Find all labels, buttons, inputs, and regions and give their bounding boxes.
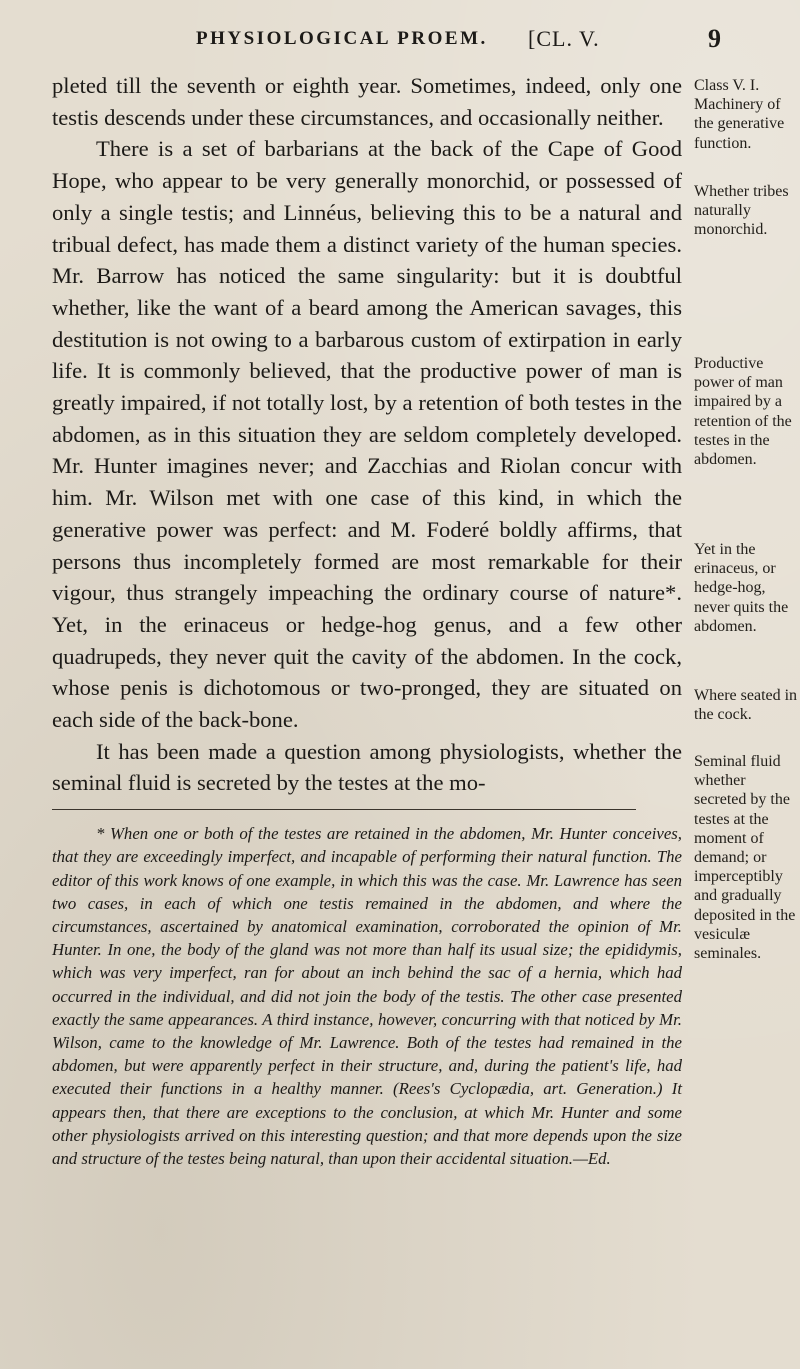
sidenote-cock: Where seated in the cock. <box>694 687 798 724</box>
sidenote-monorchid: Whether tribes naturally monorchid. <box>694 183 789 239</box>
paragraph-continued: pleted till the seventh or eighth year. Sometimes, indeed, only one testis descends under these circumstances, and occasionally neither. <box>52 73 682 130</box>
page-number: 9 <box>708 24 721 53</box>
sidenote-seminal-fluid: Seminal fluid whether secreted by the testes at the moment of demand; or imperceptibly and gradually deposited in the vesiculæ seminales. <box>694 753 796 963</box>
footnote: * When one or both of the testes are retained in the abdomen, Mr. Hunter conceives, that they are exceedingly imperfect, and incapable of performing their natural function. The editor of this work knows of one example, in which this was the case. Mr. Lawrence has seen two cases, in each of which one testis remained in the abdomen, and where the circumstances, ascertained by anatomical examination, corroborated the opinion of Mr. Hunter. In one, the body of the gland was not more than half its usual size; the epididymis, which was very imperfect, ran for about an inch behind the sac of a hernia, which had occurred in the individual, and did not join the body of the testis. The other case presented exactly the same appearances. A third instance, however, concurring with that noticed by Mr. Wilson, came to the knowledge of Mr. Lawrence. Both of the testes had remained in the abdomen, but were apparently perfect in their structure, and, during the patient's life, had executed their functions in a healthy manner. (Rees's Cyclopædia, art. Generation.) It appears then, that there are exceptions to the conclusion, at which Mr. Hunter and some other physiologists arrived on this interesting question; and that more depends upon the size and structure of the testes being natural, than upon their accidental situation.—Ed. <box>52 824 682 1169</box>
paragraph-barbarians: There is a set of barbarians at the back of the Cape of Good Hope, who appear to be very generally monorchid, or possessed of only a single testis; and Linnéus, believing this to be a natural and tribual defect, has made them a distinct variety of the human species. Mr. Barrow has noticed the same singularity: but it is doubtful whether, like the want of a beard among the American savages, this destitution is not owing to a barbarous custom of extirpation in early life. It is commonly believed, that the productive power of man is greatly impaired, if not totally lost, by a retention of both testes in the abdomen, as in this situation they are seldom completely developed. Mr. Hunter imagines never; and Zacchias and Riolan concur with him. Mr. Wilson met with one case of this kind, in which the generative power was perfect: and M. Foderé boldly affirms, that persons thus incompletely formed are most remarkable for their vigour, thus strangely impeaching the ordinary course of nature*. Yet, in the erinaceus or hedge-hog genus, and a few other quadrupeds, they never quit the cavity of the abdomen. In the cock, whose penis is dichotomous or two-pronged, they are situated on each side of the back-bone. <box>52 136 682 733</box>
sidenote-hedge-hog: Yet in the erinaceus, or hedge-hog, never quits the abdomen. <box>694 541 789 635</box>
footnote-rule <box>52 809 636 810</box>
paragraph-seminal-fluid: It has been made a question among physiologists, whether the seminal fluid is secreted by the testes at the mo- <box>52 738 682 796</box>
running-head: PHYSIOLOGICAL PROEM. <box>196 28 488 49</box>
page-header <box>0 22 800 58</box>
sidenote-productive-power: Productive power of man impaired by a retention of the testes in the abdomen. <box>694 355 792 469</box>
chapter-mark: [CL. V. <box>528 26 600 51</box>
main-text-column <box>52 70 682 1170</box>
sidenote-class-v: Class V. I. Machinery of the generative function. <box>694 77 785 152</box>
